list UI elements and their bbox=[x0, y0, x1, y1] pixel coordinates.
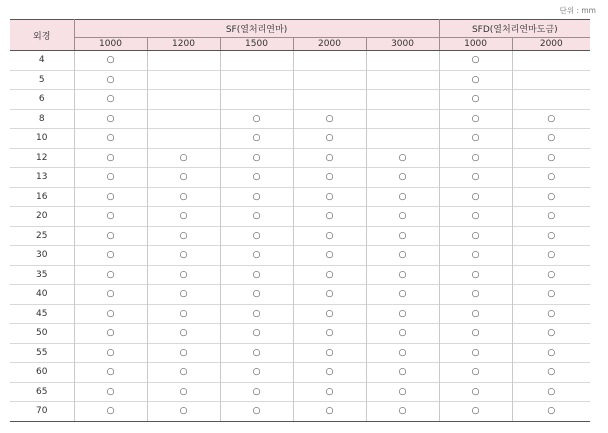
empty-cell bbox=[366, 109, 439, 129]
table-row bbox=[10, 207, 590, 227]
empty-cell bbox=[220, 90, 293, 110]
availability-mark: ○ bbox=[147, 265, 220, 285]
header-length: 1200 bbox=[147, 38, 220, 51]
availability-mark: ○ bbox=[439, 265, 512, 285]
empty-cell bbox=[366, 51, 439, 71]
availability-mark: ○ bbox=[220, 304, 293, 324]
availability-mark: ○ bbox=[147, 285, 220, 305]
cell-diameter: 70 bbox=[10, 402, 74, 422]
availability-mark: ○ bbox=[293, 285, 366, 305]
availability-mark: ○ bbox=[147, 402, 220, 422]
availability-mark: ○ bbox=[220, 265, 293, 285]
empty-cell bbox=[220, 51, 293, 71]
availability-mark: ○ bbox=[512, 285, 590, 305]
availability-mark: ○ bbox=[147, 304, 220, 324]
cell-diameter: 45 bbox=[10, 304, 74, 324]
empty-cell bbox=[147, 90, 220, 110]
header-length: 1000 bbox=[439, 38, 512, 51]
availability-mark: ○ bbox=[220, 324, 293, 344]
availability-mark: ○ bbox=[293, 109, 366, 129]
empty-cell bbox=[293, 70, 366, 90]
availability-mark: ○ bbox=[439, 148, 512, 168]
availability-mark: ○ bbox=[366, 285, 439, 305]
availability-mark: ○ bbox=[439, 285, 512, 305]
availability-mark: ○ bbox=[220, 207, 293, 227]
availability-mark: ○ bbox=[293, 187, 366, 207]
availability-mark: ○ bbox=[366, 148, 439, 168]
availability-mark: ○ bbox=[366, 187, 439, 207]
availability-mark: ○ bbox=[512, 265, 590, 285]
availability-mark: ○ bbox=[293, 246, 366, 266]
availability-mark: ○ bbox=[74, 168, 147, 188]
availability-mark: ○ bbox=[439, 168, 512, 188]
table-row bbox=[10, 304, 590, 324]
empty-cell bbox=[147, 129, 220, 149]
table-row bbox=[10, 402, 590, 422]
availability-mark: ○ bbox=[147, 382, 220, 402]
availability-mark: ○ bbox=[366, 324, 439, 344]
availability-mark: ○ bbox=[74, 382, 147, 402]
table-row bbox=[10, 324, 590, 344]
table-row bbox=[10, 343, 590, 363]
availability-mark: ○ bbox=[293, 402, 366, 422]
availability-mark: ○ bbox=[220, 285, 293, 305]
availability-mark: ○ bbox=[293, 343, 366, 363]
availability-mark: ○ bbox=[74, 246, 147, 266]
availability-mark: ○ bbox=[366, 246, 439, 266]
availability-mark: ○ bbox=[439, 324, 512, 344]
availability-mark: ○ bbox=[366, 382, 439, 402]
table-row bbox=[10, 168, 590, 188]
availability-mark: ○ bbox=[293, 207, 366, 227]
availability-mark: ○ bbox=[366, 304, 439, 324]
availability-mark: ○ bbox=[220, 148, 293, 168]
availability-mark: ○ bbox=[512, 324, 590, 344]
availability-mark: ○ bbox=[293, 363, 366, 383]
availability-mark: ○ bbox=[74, 343, 147, 363]
availability-mark: ○ bbox=[74, 148, 147, 168]
availability-mark: ○ bbox=[512, 382, 590, 402]
cell-diameter: 5 bbox=[10, 70, 74, 90]
availability-mark: ○ bbox=[439, 304, 512, 324]
availability-mark: ○ bbox=[147, 343, 220, 363]
availability-mark: ○ bbox=[293, 304, 366, 324]
empty-cell bbox=[512, 51, 590, 71]
availability-mark: ○ bbox=[512, 226, 590, 246]
table-header bbox=[10, 20, 590, 51]
cell-diameter: 20 bbox=[10, 207, 74, 227]
table-row bbox=[10, 226, 590, 246]
availability-mark: ○ bbox=[147, 363, 220, 383]
header-group-row bbox=[10, 20, 590, 38]
availability-mark: ○ bbox=[220, 109, 293, 129]
header-length: 1000 bbox=[74, 38, 147, 51]
availability-mark: ○ bbox=[293, 129, 366, 149]
availability-mark: ○ bbox=[366, 402, 439, 422]
header-length: 1500 bbox=[220, 38, 293, 51]
cell-diameter: 10 bbox=[10, 129, 74, 149]
availability-mark: ○ bbox=[439, 343, 512, 363]
header-length-row bbox=[10, 38, 590, 51]
availability-mark: ○ bbox=[74, 304, 147, 324]
availability-mark: ○ bbox=[74, 109, 147, 129]
availability-mark: ○ bbox=[147, 324, 220, 344]
cell-diameter: 13 bbox=[10, 168, 74, 188]
availability-mark: ○ bbox=[220, 382, 293, 402]
availability-mark: ○ bbox=[293, 382, 366, 402]
availability-mark: ○ bbox=[74, 51, 147, 71]
table-row bbox=[10, 148, 590, 168]
header-length: 2000 bbox=[512, 38, 590, 51]
table-row bbox=[10, 382, 590, 402]
cell-diameter: 50 bbox=[10, 324, 74, 344]
availability-mark: ○ bbox=[439, 129, 512, 149]
table-row bbox=[10, 90, 590, 110]
cell-diameter: 6 bbox=[10, 90, 74, 110]
availability-mark: ○ bbox=[74, 226, 147, 246]
availability-mark: ○ bbox=[512, 343, 590, 363]
empty-cell bbox=[293, 90, 366, 110]
availability-mark: ○ bbox=[293, 324, 366, 344]
availability-mark: ○ bbox=[147, 187, 220, 207]
availability-mark: ○ bbox=[220, 187, 293, 207]
availability-mark: ○ bbox=[220, 246, 293, 266]
availability-mark: ○ bbox=[366, 207, 439, 227]
header-group-sfd: SFD(열처리연마도금) bbox=[439, 20, 590, 38]
cell-diameter: 55 bbox=[10, 343, 74, 363]
empty-cell bbox=[147, 109, 220, 129]
header-diameter: 외경 bbox=[10, 20, 74, 51]
availability-mark: ○ bbox=[74, 324, 147, 344]
availability-mark: ○ bbox=[512, 168, 590, 188]
empty-cell bbox=[366, 129, 439, 149]
availability-mark: ○ bbox=[366, 343, 439, 363]
cell-diameter: 12 bbox=[10, 148, 74, 168]
availability-mark: ○ bbox=[366, 265, 439, 285]
empty-cell bbox=[147, 70, 220, 90]
availability-mark: ○ bbox=[293, 226, 366, 246]
availability-mark: ○ bbox=[512, 207, 590, 227]
table-row bbox=[10, 109, 590, 129]
availability-mark: ○ bbox=[74, 285, 147, 305]
availability-mark: ○ bbox=[439, 402, 512, 422]
availability-mark: ○ bbox=[293, 265, 366, 285]
availability-mark: ○ bbox=[439, 246, 512, 266]
availability-mark: ○ bbox=[439, 187, 512, 207]
empty-cell bbox=[512, 70, 590, 90]
empty-cell bbox=[366, 70, 439, 90]
cell-diameter: 65 bbox=[10, 382, 74, 402]
availability-mark: ○ bbox=[293, 148, 366, 168]
availability-mark: ○ bbox=[366, 168, 439, 188]
table-row bbox=[10, 70, 590, 90]
cell-diameter: 30 bbox=[10, 246, 74, 266]
header-length: 2000 bbox=[293, 38, 366, 51]
availability-mark: ○ bbox=[74, 129, 147, 149]
availability-mark: ○ bbox=[74, 265, 147, 285]
availability-mark: ○ bbox=[439, 70, 512, 90]
header-group-sf: SF(열처리연마) bbox=[74, 20, 439, 38]
availability-mark: ○ bbox=[74, 402, 147, 422]
availability-mark: ○ bbox=[74, 70, 147, 90]
table-row bbox=[10, 265, 590, 285]
availability-mark: ○ bbox=[293, 168, 366, 188]
availability-mark: ○ bbox=[512, 129, 590, 149]
table-row bbox=[10, 363, 590, 383]
availability-mark: ○ bbox=[439, 226, 512, 246]
availability-mark: ○ bbox=[220, 226, 293, 246]
empty-cell bbox=[220, 70, 293, 90]
table-row bbox=[10, 246, 590, 266]
availability-mark: ○ bbox=[220, 343, 293, 363]
availability-mark: ○ bbox=[147, 246, 220, 266]
availability-mark: ○ bbox=[512, 402, 590, 422]
header-length: 3000 bbox=[366, 38, 439, 51]
availability-mark: ○ bbox=[147, 226, 220, 246]
unit-label: 단위 : mm bbox=[559, 6, 596, 15]
availability-mark: ○ bbox=[220, 129, 293, 149]
table-row bbox=[10, 129, 590, 149]
availability-mark: ○ bbox=[74, 363, 147, 383]
empty-cell bbox=[147, 51, 220, 71]
empty-cell bbox=[293, 51, 366, 71]
empty-cell bbox=[366, 90, 439, 110]
cell-diameter: 16 bbox=[10, 187, 74, 207]
availability-mark: ○ bbox=[512, 187, 590, 207]
availability-mark: ○ bbox=[147, 168, 220, 188]
availability-mark: ○ bbox=[366, 363, 439, 383]
availability-mark: ○ bbox=[439, 207, 512, 227]
availability-mark: ○ bbox=[512, 109, 590, 129]
cell-diameter: 25 bbox=[10, 226, 74, 246]
availability-mark: ○ bbox=[512, 304, 590, 324]
table-row bbox=[10, 285, 590, 305]
cell-diameter: 4 bbox=[10, 51, 74, 71]
availability-mark: ○ bbox=[512, 148, 590, 168]
cell-diameter: 8 bbox=[10, 109, 74, 129]
availability-mark: ○ bbox=[74, 207, 147, 227]
table-row bbox=[10, 51, 590, 71]
availability-mark: ○ bbox=[439, 51, 512, 71]
availability-mark: ○ bbox=[220, 402, 293, 422]
table-row bbox=[10, 187, 590, 207]
availability-mark: ○ bbox=[147, 207, 220, 227]
empty-cell bbox=[512, 90, 590, 110]
availability-mark: ○ bbox=[366, 226, 439, 246]
availability-mark: ○ bbox=[439, 382, 512, 402]
availability-mark: ○ bbox=[439, 363, 512, 383]
availability-mark: ○ bbox=[74, 90, 147, 110]
cell-diameter: 40 bbox=[10, 285, 74, 305]
spec-table bbox=[10, 19, 590, 422]
availability-mark: ○ bbox=[439, 90, 512, 110]
cell-diameter: 60 bbox=[10, 363, 74, 383]
availability-mark: ○ bbox=[439, 109, 512, 129]
availability-mark: ○ bbox=[74, 187, 147, 207]
availability-mark: ○ bbox=[220, 363, 293, 383]
cell-diameter: 35 bbox=[10, 265, 74, 285]
table-body bbox=[10, 51, 590, 422]
availability-mark: ○ bbox=[220, 168, 293, 188]
availability-mark: ○ bbox=[512, 363, 590, 383]
availability-mark: ○ bbox=[147, 148, 220, 168]
availability-mark: ○ bbox=[512, 246, 590, 266]
